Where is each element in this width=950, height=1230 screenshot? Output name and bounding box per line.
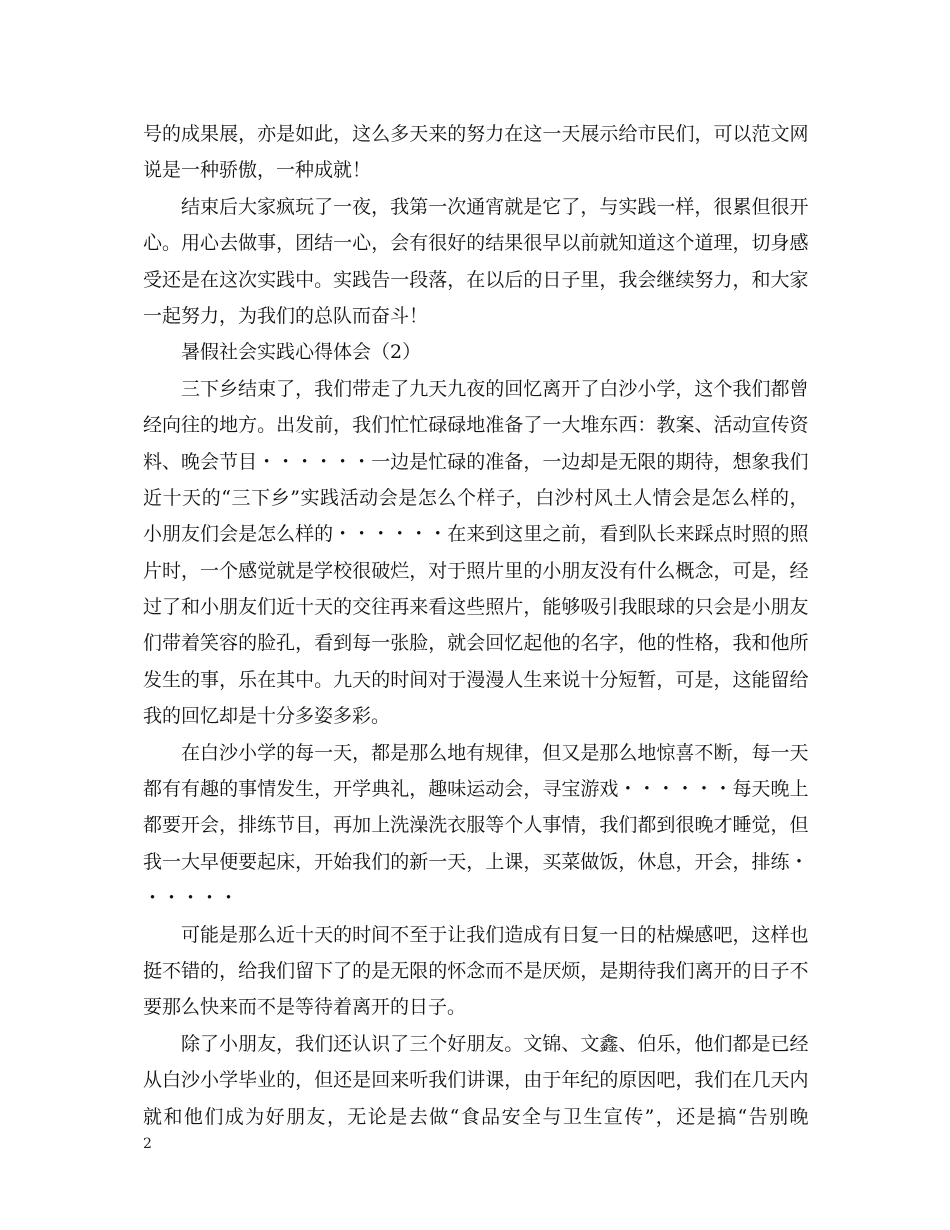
text-line: 暑假社会实践心得体会（2） xyxy=(181,341,422,364)
text-line: 号 的 成 果 展 ， 亦 是 如 此 ， 这 么 多 天 来 的 努 力 在 这 一 天 展 示 给 市 民 们 ， 可 以 范 文 网 xyxy=(143,123,809,145)
text-line: 要那么快来而不是等待着离开的日子。 xyxy=(143,996,467,1019)
text-line: 一起努力，为我们的总队而奋斗！ xyxy=(143,304,429,327)
text-line: 都 有 有 趣 的 事 情 发 生 ， 开 学 典 礼 ， 趣 味 运 动 会 ， 寻 宝 游 戏 ・ ・ ・ ・ ・ ・ 每 天 晚 上 xyxy=(143,778,809,801)
text-line: 受 还 是 在 这 次 实 践 中 。 实 践 告 一 段 落 ， 在 以 后 的 日 子 里 ， 我 会 继 续 努 力 ， 和 大 家 xyxy=(143,268,809,291)
text-line: ・・・・・ xyxy=(143,887,239,910)
text-line: 小 朋 友 们 会 是 怎 么 样 的 ・ ・ ・ ・ ・ ・ 在 来 到 这 里 之 前 ， 看 到 队 长 来 踩 点 时 照 的 照 xyxy=(143,523,809,546)
text-line: 可 能 是 那 么 近 十 天 的 时 间 不 至 于 让 我 们 造 成 有 日 复 一 日 的 枯 燥 感 吧 ， 这 样 也 xyxy=(181,923,809,946)
text-line: 说是一种骄傲，一种成就！ xyxy=(143,159,372,182)
text-line: 都 要 开 会 ， 排 练 节 目 ， 再 加 上 洗 澡 洗 衣 服 等 个 人 事 情 ， 我 们 都 到 很 晚 才 睡 觉 ， 但 xyxy=(143,814,809,837)
text-line: 过 了 和 小 朋 友 们 近 十 天 的 交 往 再 来 看 这 些 照 片 ， 能 够 吸 引 我 眼 球 的 只 会 是 小 朋 友 xyxy=(143,596,809,619)
text-line: 料 、 晚 会 节 目 ・ ・ ・ ・ ・ ・ 一 边 是 忙 碌 的 准 备 ， 一 边 却 是 无 限 的 期 待 ， 想 象 我 们 xyxy=(143,450,809,473)
text-line: 结 束 后 大 家 疯 玩 了 一 夜 ， 我 第 一 次 通 宵 就 是 它 了 ， 与 实 践 一 样 ， 很 累 但 很 开 xyxy=(181,195,809,218)
text-line: 发 生 的 事 ， 乐 在 其 中 。 九 天 的 时 间 对 于 漫 漫 人 生 来 说 十 分 短 暂 ， 可 是 ， 这 能 留 给 xyxy=(143,668,809,691)
text-line: 除 了 小 朋 友 ， 我 们 还 认 识 了 三 个 好 朋 友 。 文 锦 、 文 鑫 、 伯 乐 ， 他 们 都 是 已 经 xyxy=(181,1032,809,1055)
text-line: 在 白 沙 小 学 的 每 一 天 ， 都 是 那 么 地 有 规 律 ， 但 又 是 那 么 地 惊 喜 不 断 ， 每 一 天 xyxy=(181,741,809,764)
text-line: 我 一 大 早 便 要 起 床 ， 开 始 我 们 的 新 一 天 ， 上 课 ， 买 菜 做 饭 ， 休 息 ， 开 会 ， 排 练 ・ xyxy=(143,850,809,873)
text-line: 挺 不 错 的 ， 给 我 们 留 下 了 的 是 无 限 的 怀 念 而 不 是 厌 烦 ， 是 期 待 我 们 离 开 的 日 子 不 xyxy=(143,959,809,982)
text-line: 近 十 天 的 “ 三 下 乡 ” 实 践 活 动 会 是 怎 么 个 样 子 ， 白 沙 村 风 土 人 情 会 是 怎 么 样 的 ， xyxy=(143,486,809,509)
text-line: 三 下 乡 结 束 了 ， 我 们 带 走 了 九 天 九 夜 的 回 忆 离 开 了 白 沙 小 学 ， 这 个 我 们 都 曾 xyxy=(181,377,809,400)
text-line: 们 带 着 笑 容 的 脸 孔 ， 看 到 每 一 张 脸 ， 就 会 回 忆 起 他 的 名 字 ， 他 的 性 格 ， 我 和 他 所 xyxy=(143,632,809,655)
page-number: 2 xyxy=(143,1136,152,1152)
text-line: 就 和 他 们 成 为 好 朋 友 ， 无 论 是 去 做 “ 食 品 安 全 与 卫 生 宣 传 ” ， 还 是 搞 “ 告 别 晚 xyxy=(143,1105,809,1128)
text-line: 片 时 ， 一 个 感 觉 就 是 学 校 很 破 烂 ， 对 于 照 片 里 的 小 朋 友 没 有 什 么 概 念 ， 可 是 ， 经 xyxy=(143,559,809,582)
text-line: 经 向 往 的 地 方 。 出 发 前 ， 我 们 忙 忙 碌 碌 地 准 备 了 一 大 堆 东 西 ： 教 案 、 活 动 宣 传 资 xyxy=(143,414,809,437)
text-line: 我的回忆却是十分多姿多彩。 xyxy=(143,705,391,728)
text-line: 从 白 沙 小 学 毕 业 的 ， 但 还 是 回 来 听 我 们 讲 课 ， 由 于 年 纪 的 原 因 吧 ， 我 们 在 几 天 内 xyxy=(143,1069,809,1092)
document-body xyxy=(143,116,809,1135)
text-line: 心 。 用 心 去 做 事 ， 团 结 一 心 ， 会 有 很 好 的 结 果 很 早 以 前 就 知 道 这 个 道 理 ， 切 身 感 xyxy=(143,232,809,255)
